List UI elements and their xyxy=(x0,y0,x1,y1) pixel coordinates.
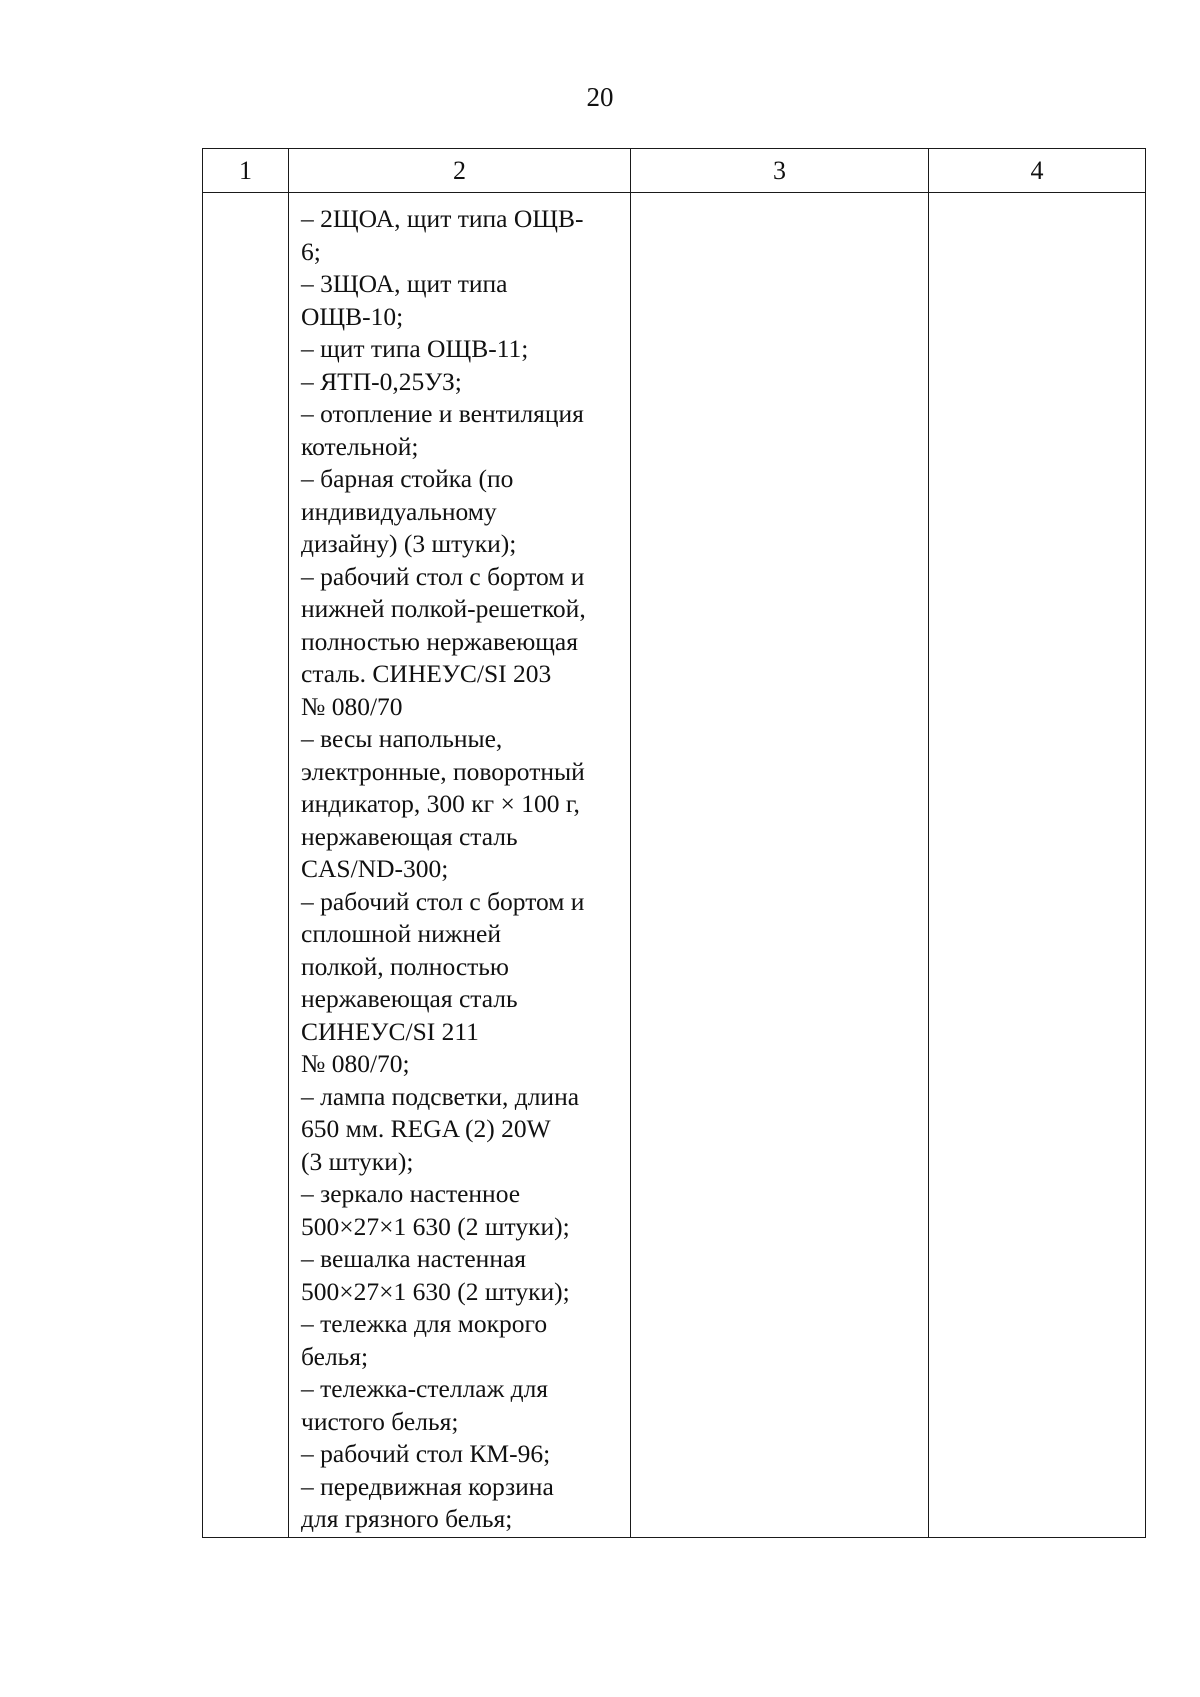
list-item: – лампа подсветки, длина 650 мм. REGA (2) 20W (3 штуки); xyxy=(301,1081,580,1176)
cell-col-4 xyxy=(929,193,1146,1538)
list-item: – щит типа ОЩВ-11; xyxy=(301,334,529,363)
header-col-2: 2 xyxy=(289,149,631,193)
equipment-table xyxy=(202,148,1146,1538)
list-item: – отопление и вентиляция котельной; xyxy=(301,399,584,461)
list-item: – барная стойка (по индивидуальному дизайну) (3 штуки); xyxy=(301,464,517,558)
list-item: – передвижная корзина для грязного белья; xyxy=(301,1471,554,1533)
list-item: – зеркало настенное 500×27×1 630 (2 штуки); xyxy=(301,1179,570,1241)
list-item: – ЯТП-0,25УЗ; xyxy=(301,366,462,396)
list-item: – рабочий стол с бортом и нижней полкой-решеткой, полностью нержавеющая сталь. СИНЕУС/SI 203 № 080/70 xyxy=(301,561,586,721)
cell-col-3 xyxy=(631,193,929,1538)
list-item: – 2ЩОА, щит типа ОЩВ- 6; xyxy=(301,204,584,266)
header-col-4: 4 xyxy=(929,149,1146,193)
cell-col-1 xyxy=(203,193,289,1538)
header-col-1: 1 xyxy=(203,149,289,193)
list-item: – весы напольные, электронные, поворотный индикатор, 300 кг × 100 г, нержавеющая сталь CAS/ND-300; xyxy=(301,724,585,883)
cell-col-2 xyxy=(289,193,631,1538)
table-header-row xyxy=(203,149,1146,193)
equipment-list xyxy=(289,193,630,1536)
list-item: – тележка для мокрого белья; xyxy=(301,1309,548,1371)
list-item: – вешалка настенная 500×27×1 630 (2 штуки); xyxy=(301,1244,570,1306)
list-item: – рабочий стол КМ-96; xyxy=(301,1439,551,1468)
page-number: 20 xyxy=(586,82,614,112)
list-item: – тележка-стеллаж для чистого белья; xyxy=(301,1374,549,1436)
list-item: – рабочий стол с бортом и сплошной нижней полкой, полностью нержавеющая сталь СИНЕУС/SI 211 № 080/70; xyxy=(301,886,585,1078)
header-col-3: 3 xyxy=(631,149,929,193)
list-item: – 3ЩОА, щит типа ОЩВ-10; xyxy=(301,269,508,331)
table-row xyxy=(203,193,1146,1538)
